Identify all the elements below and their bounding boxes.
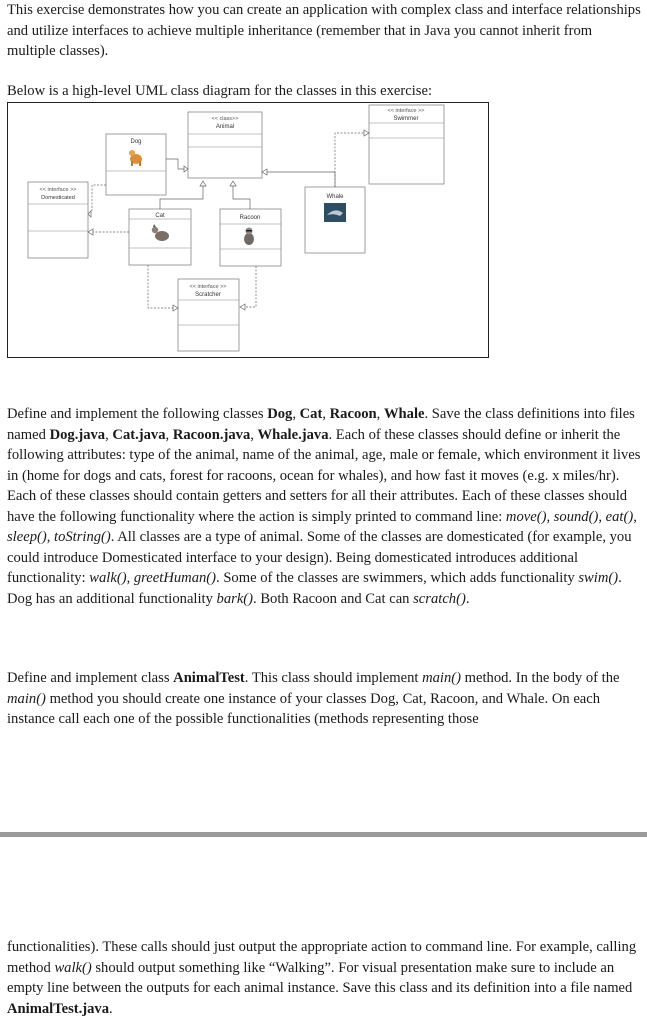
method-sound: sound() xyxy=(553,508,599,525)
method-tostring: toString() xyxy=(54,529,111,545)
domesticated-interface-box xyxy=(28,182,88,258)
define-text-7: . Both Racoon and Cat can xyxy=(253,590,414,607)
animal-name: Animal xyxy=(215,124,235,130)
page-separator xyxy=(0,832,647,837)
method-sleep: sleep() xyxy=(7,529,47,545)
define-text-3: . Each of these classes should define or inherit the following attributes: type of the animal, name of the animal, age, male or female, which environment it lives in (home for dogs and cats, forest for racoons, ocean for whales), and how fast it moves (e.g. x miles/hr). Each of these classes should contain getters and setters for all their attributes. Each of these classes should have the following functionality where the action is simply printed to command line: xyxy=(7,426,641,525)
scratcher-stereotype: << interface >> xyxy=(189,284,227,290)
file-name-cat: Cat.java xyxy=(112,426,166,443)
animaltest-paragraph xyxy=(7,668,643,730)
method-walk-2: walk() xyxy=(54,959,92,976)
intro-text: This exercise demonstrates how you can create an application with complex class and interface relationships and utilize interfaces to achieve multiple inheritance (remember that in Java you cannot inherit from multiple classes). xyxy=(7,2,641,59)
file-name-dog: Dog.java xyxy=(49,426,106,443)
dog-class-box xyxy=(106,134,166,195)
define-sep-11: , xyxy=(126,570,134,586)
define-text-1: Define and implement the following classes xyxy=(7,406,268,422)
swimmer-stereotype: << interface >> xyxy=(387,108,425,114)
define-sep-4: , xyxy=(105,426,113,443)
dog-name: Dog xyxy=(130,139,142,145)
file-name-racoon: Racoon.java xyxy=(172,426,251,443)
define-sep-7: , xyxy=(546,508,554,525)
domesticated-stereotype: << interface >> xyxy=(39,187,77,193)
define-sep-10: , xyxy=(46,529,55,545)
method-main-2: main() xyxy=(7,690,46,707)
test-text-3: method. In the body of the xyxy=(461,670,620,686)
define-sep-5: , xyxy=(165,426,173,443)
cont-text-2: should output something like “Walking”. For visual presentation make sure to include an empty line between the outputs for each animal instance. Save this class and its definition into a file named xyxy=(7,959,633,996)
continuation-paragraph xyxy=(7,937,643,1019)
animal-class-box xyxy=(188,112,262,178)
swimmer-interface-box xyxy=(369,105,444,184)
define-sep-1: , xyxy=(292,406,300,422)
intro-paragraph xyxy=(7,0,643,62)
diagram-caption-text: Below is a high-level UML class diagram for the classes in this exercise: xyxy=(7,83,432,99)
define-text-5: . Some of the classes are swimmers, which adds functionality xyxy=(216,570,579,586)
uml-class-diagram xyxy=(7,102,489,358)
racoon-class-box xyxy=(220,209,281,266)
define-sep-3: , xyxy=(376,406,384,422)
test-text-1: Define and implement class xyxy=(7,670,174,686)
method-eat: eat() xyxy=(605,508,634,525)
define-sep-8: , xyxy=(598,508,606,525)
method-greethuman: greetHuman() xyxy=(133,570,217,586)
define-sep-6: , xyxy=(250,426,258,443)
racoon-name: Racoon xyxy=(239,215,261,221)
swimmer-name: Swimmer xyxy=(393,116,419,122)
diagram-caption xyxy=(7,81,643,102)
method-swim: swim() xyxy=(578,570,619,586)
scratcher-name: Scratcher xyxy=(195,292,221,298)
file-name-animaltest: AnimalTest.java xyxy=(7,1000,110,1017)
cont-text-3: . xyxy=(109,1000,113,1017)
whale-picture xyxy=(324,203,346,222)
cat-name: Cat xyxy=(155,213,165,219)
scratcher-interface-box xyxy=(178,279,239,351)
cont-text-1: functionalities). These calls should just output the appropriate action to command line. For example, calling method xyxy=(7,939,637,976)
method-scratch: scratch() xyxy=(413,590,466,607)
file-name-whale: Whale.java xyxy=(257,426,329,443)
animal-stereotype: << class>> xyxy=(211,116,239,122)
define-sep-9: , xyxy=(633,508,637,525)
test-text-4: method you should create one instance of your classes Dog, Cat, Racoon, and Whale. On each instance call each one of the possible functionalities (methods representing those xyxy=(7,690,601,727)
whale-name: Whale xyxy=(326,194,344,200)
method-main: main() xyxy=(422,670,461,686)
domesticated-name: Domesticated xyxy=(41,195,75,201)
method-bark: bark() xyxy=(216,590,254,607)
class-name-animaltest: AnimalTest xyxy=(173,670,245,686)
uml-diagram-svg xyxy=(8,103,488,357)
test-text-2: . This class should implement xyxy=(244,670,423,686)
class-name-dog: Dog xyxy=(267,406,293,422)
define-paragraph xyxy=(7,404,643,609)
whale-class-box xyxy=(305,187,365,253)
define-text-6: . Dog has an additional functionality xyxy=(7,570,622,607)
class-name-racoon: Racoon xyxy=(329,406,377,422)
define-sep-2: , xyxy=(322,406,330,422)
class-name-whale: Whale xyxy=(383,406,425,422)
cat-class-box xyxy=(129,209,191,265)
method-move: move() xyxy=(505,508,547,525)
define-text-8: . xyxy=(465,590,470,607)
define-text-4: . All classes are a type of animal. Some of the classes are domesticated (for example, you could introduce Domesticated interface to your design). Being domesticated introduces additional functionality: xyxy=(7,529,632,586)
class-name-cat: Cat xyxy=(299,406,323,422)
method-walk: walk() xyxy=(89,570,127,586)
define-text-2: . Save the class definitions into files named xyxy=(7,406,635,443)
